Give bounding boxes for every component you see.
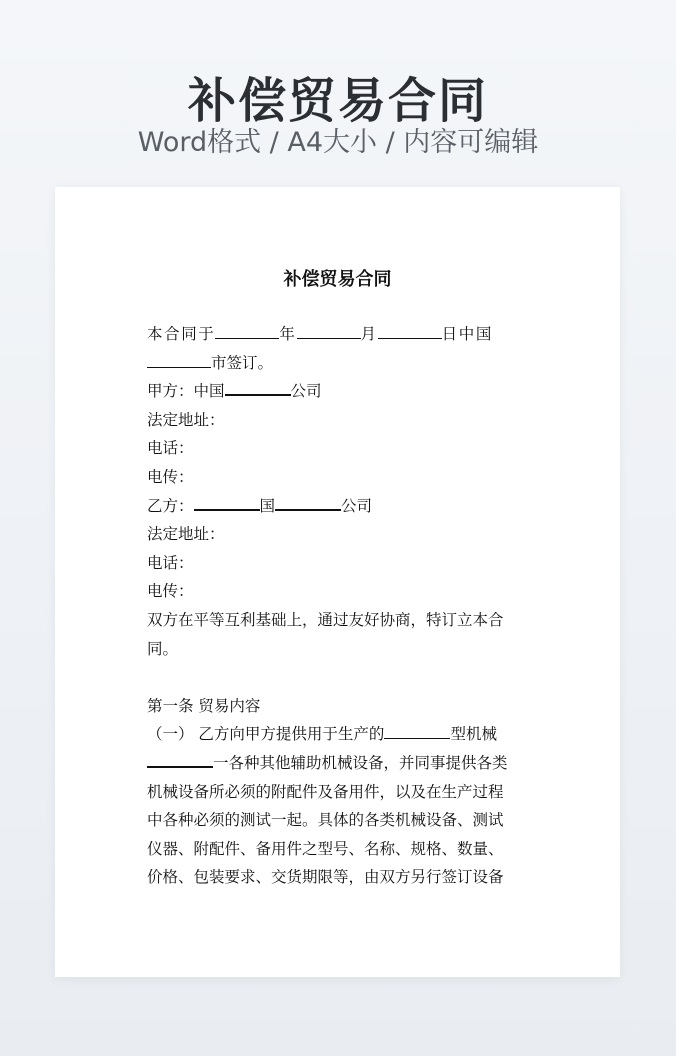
intro-line-2 bbox=[147, 349, 532, 378]
blank-year[interactable] bbox=[215, 324, 279, 339]
party-b-country: 国 bbox=[259, 496, 276, 515]
party-b-line bbox=[147, 492, 532, 521]
clause-1-line-2 bbox=[147, 749, 532, 778]
document-title: 补偿贸易合同 bbox=[283, 269, 392, 290]
clause-1-text-a: （一） 乙方向甲方提供用于生产的 bbox=[147, 725, 385, 744]
blank-party-a-name[interactable] bbox=[225, 380, 291, 396]
blank-party-b-name[interactable] bbox=[275, 495, 341, 511]
intro-text-c: 月 bbox=[360, 325, 378, 343]
blank-party-b-country[interactable] bbox=[194, 495, 260, 511]
party-b-fax: 电传： bbox=[147, 582, 194, 601]
intro-text-b: 年 bbox=[279, 325, 297, 343]
paragraph-gap bbox=[147, 663, 532, 692]
party-a-fax: 电传： bbox=[147, 467, 194, 486]
party-b-address: 法定地址： bbox=[147, 525, 225, 544]
clause-1-line-4: 中各种必须的测试一起。具体的各类机械设备、测试 bbox=[147, 811, 504, 830]
clause-1-line-1 bbox=[147, 720, 532, 749]
party-b-phone: 电话： bbox=[147, 553, 194, 572]
clause-1-text-b: 型机械 bbox=[450, 725, 497, 744]
party-a-phone: 电话： bbox=[147, 439, 194, 458]
document-body bbox=[147, 320, 532, 892]
party-b-label: 乙方： bbox=[147, 496, 194, 515]
blank-month[interactable] bbox=[297, 324, 361, 339]
intro-text-d: 日中国 bbox=[441, 325, 493, 343]
clause-1-line-5: 仪器、附配件、备用件之型号、名称、规格、数量、 bbox=[147, 839, 504, 858]
hero-subtitle: Word格式 / A4大小 / 内容可编辑 bbox=[137, 127, 539, 158]
hero-title: 补偿贸易合同 bbox=[187, 73, 488, 129]
intro-text-a: 本合同于 bbox=[147, 325, 216, 343]
blank-machine-model[interactable] bbox=[384, 724, 450, 739]
clause-1-line-3: 机械设备所必须的附配件及备用件，以及在生产过程 bbox=[147, 782, 504, 801]
intro-line-1 bbox=[147, 320, 532, 349]
clause-1-text-c: 一各种其他辅助机械设备，并同事提供各类 bbox=[213, 753, 508, 772]
clause-1-line-6: 价格、包装要求、交货期限等，由双方另行签订设备 bbox=[147, 868, 504, 887]
party-a-company: 公司 bbox=[290, 382, 322, 401]
party-a-address: 法定地址： bbox=[147, 410, 225, 429]
party-b-company: 公司 bbox=[341, 496, 373, 515]
document-page bbox=[55, 187, 620, 977]
party-a-label: 甲方：中国 bbox=[147, 382, 225, 401]
article-1-heading: 第一条 贸易内容 bbox=[147, 696, 261, 715]
blank-day[interactable] bbox=[378, 324, 442, 339]
party-a-line bbox=[147, 377, 532, 406]
blank-equipment[interactable] bbox=[147, 752, 213, 768]
intro-text-e: 市签订。 bbox=[211, 353, 274, 372]
preamble-line-1: 双方在平等互利基础上，通过友好协商，特订立本合 bbox=[147, 610, 504, 629]
blank-city[interactable] bbox=[147, 353, 211, 368]
preamble-line-2: 同。 bbox=[147, 639, 179, 658]
